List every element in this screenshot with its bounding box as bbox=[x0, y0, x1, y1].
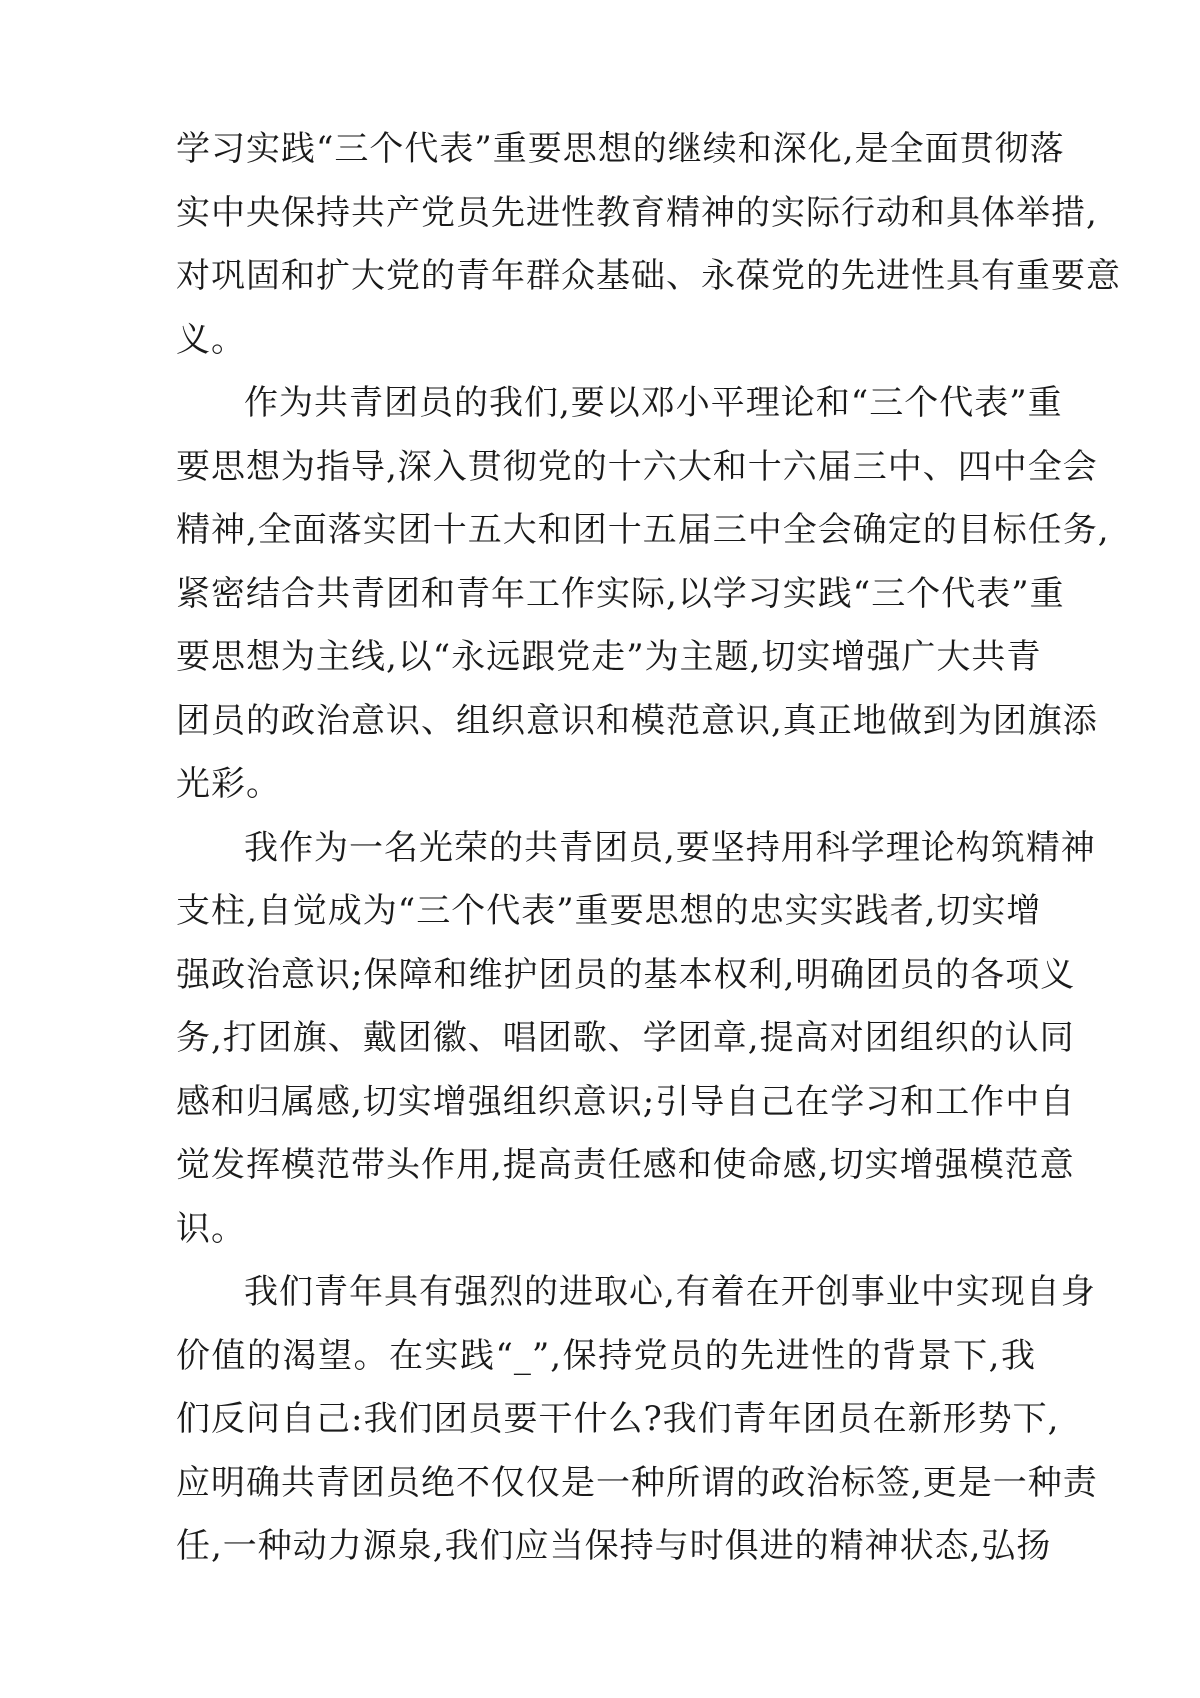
text-line: 支柱,自觉成为“三个代表”重要思想的忠实实践者,切实增 bbox=[176, 891, 1042, 931]
text-line: 觉发挥模范带头作用,提高责任感和使命感,切实增强模范意 bbox=[176, 1145, 1075, 1185]
paragraph-1 bbox=[176, 118, 1121, 372]
paragraph-3 bbox=[176, 817, 1096, 1262]
text-line: 义。 bbox=[176, 319, 246, 360]
text-line: 学习实践“三个代表”重要思想的继续和深化,是全面贯彻落 bbox=[176, 129, 1065, 169]
text-line: 我们青年具有强烈的进取心,有着在开创事业中实现自身 bbox=[244, 1272, 1096, 1312]
text-line: 识。 bbox=[176, 1208, 246, 1249]
text-line: 任,一种动力源泉,我们应当保持与时俱进的精神状态,弘扬 bbox=[176, 1526, 1052, 1566]
text-line: 精神,全面落实团十五大和团十五届三中全会确定的目标任务, bbox=[176, 510, 1110, 550]
body-text bbox=[176, 118, 1121, 1579]
paragraph-2 bbox=[176, 372, 1110, 817]
text-line: 作为共青团员的我们,要以邓小平理论和“三个代表”重 bbox=[244, 383, 1063, 423]
text-line: 团员的政治意识、组织意识和模范意识,真正地做到为团旗添 bbox=[176, 700, 1098, 741]
text-line: 应明确共青团员绝不仅仅是一种所谓的政治标签,更是一种责 bbox=[176, 1462, 1098, 1503]
text-line: 对巩固和扩大党的青年群众基础、永葆党的先进性具有重要意 bbox=[176, 256, 1121, 296]
text-line: 们反问自己:我们团员要干什么?我们青年团员在新形势下, bbox=[176, 1399, 1060, 1439]
text-line: 紧密结合共青团和青年工作实际,以学习实践“三个代表”重 bbox=[176, 573, 1065, 614]
text-line: 感和归属感,切实增强组织意识;引导自己在学习和工作中自 bbox=[176, 1081, 1076, 1122]
paragraph-4 bbox=[176, 1261, 1098, 1579]
text-line: 我作为一名光荣的共青团员,要坚持用科学理论构筑精神 bbox=[244, 827, 1096, 868]
text-line: 价值的渴望。在实践“_”,保持党员的先进性的背景下,我 bbox=[176, 1335, 1036, 1376]
text-line: 务,打团旗、戴团徽、唱团歌、学团章,提高对团组织的认同 bbox=[176, 1018, 1075, 1058]
text-line: 要思想为指导,深入贯彻党的十六大和十六届三中、四中全会 bbox=[176, 446, 1098, 487]
text-line: 强政治意识;保障和维护团员的基本权利,明确团员的各项义 bbox=[176, 954, 1076, 995]
text-line: 光彩。 bbox=[176, 764, 281, 804]
text-line: 实中央保持共产党员先进性教育精神的实际行动和具体举措, bbox=[176, 192, 1098, 233]
text-line: 要思想为主线,以“永远跟党走”为主题,切实增强广大共青 bbox=[176, 637, 1042, 677]
